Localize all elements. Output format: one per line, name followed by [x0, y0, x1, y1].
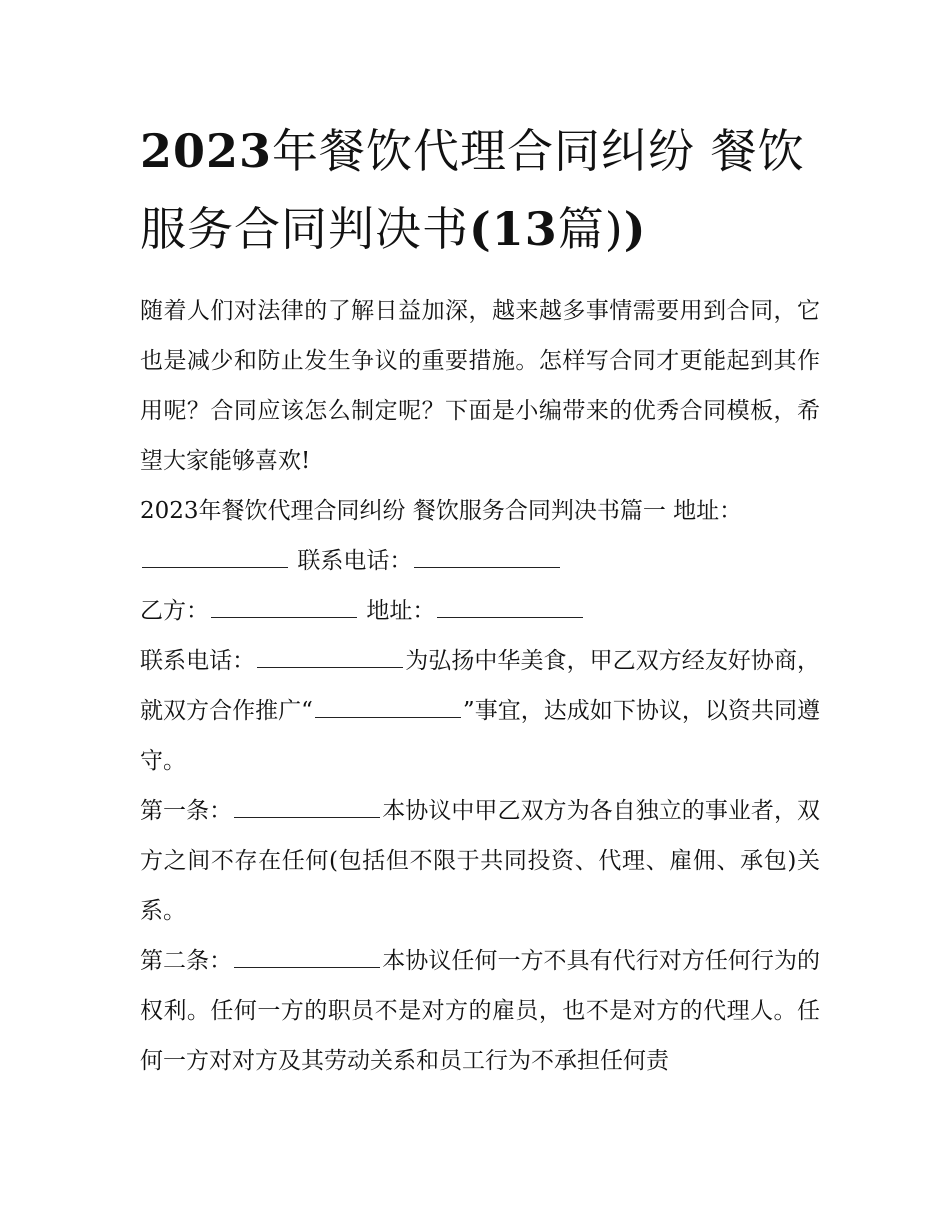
- blank-field: [234, 966, 380, 968]
- title-count: (13: [469, 202, 558, 256]
- contact-paragraph: 联系电话： 为弘扬中华美食，甲乙双方经友好协商，就双方合作推广“ ”事宜，达成如下协议，以资共同遵守。: [140, 648, 821, 774]
- article-1: 第一条： 本协议中甲乙双方为各自独立的事业者，双方之间不存在任何(包括但不限于共同投资、代理、雇佣、承包)关系。: [140, 798, 821, 924]
- blank-field: [142, 566, 288, 568]
- blank-field: [315, 716, 461, 718]
- intro-paragraph: 随着人们对法律的了解日益加深，越来越多事情需要用到合同，它也是减少和防止发生争议的重要措施。怎样写合同才更能起到其作用呢？合同应该怎么制定呢？下面是小编带来的优秀合同模板，希望大家能够喜欢!: [140, 298, 820, 474]
- title-year: 2023: [140, 124, 273, 178]
- title-main: 年餐饮代理合同纠纷 餐饮服务合同判决书: [140, 124, 805, 256]
- blank-field: [211, 616, 357, 618]
- document-page: [140, 112, 820, 1086]
- blank-field: [257, 666, 403, 668]
- title-count-unit: 篇): [557, 202, 624, 256]
- blank-field: [414, 566, 560, 568]
- blank-field: [437, 616, 583, 618]
- section-heading: 2023年餐饮代理合同纠纷 餐饮服务合同判决书篇一 地址：: [140, 498, 743, 524]
- article-2: 第二条： 本协议任何一方不具有代行对方任何行为的权利。任何一方的职员不是对方的雇员，也不是对方的代理人。任何一方对对方及其劳动关系和员工行为不承担任何责: [140, 948, 821, 1074]
- blank-field: [234, 816, 380, 818]
- document-body: [140, 286, 820, 1086]
- document-title: 2023年餐饮代理合同纠纷 餐饮服务合同判决书(13篇)): [140, 124, 805, 256]
- party-b-line: 乙方： 地址：: [140, 586, 820, 636]
- contact-line: 联系电话：: [140, 536, 820, 586]
